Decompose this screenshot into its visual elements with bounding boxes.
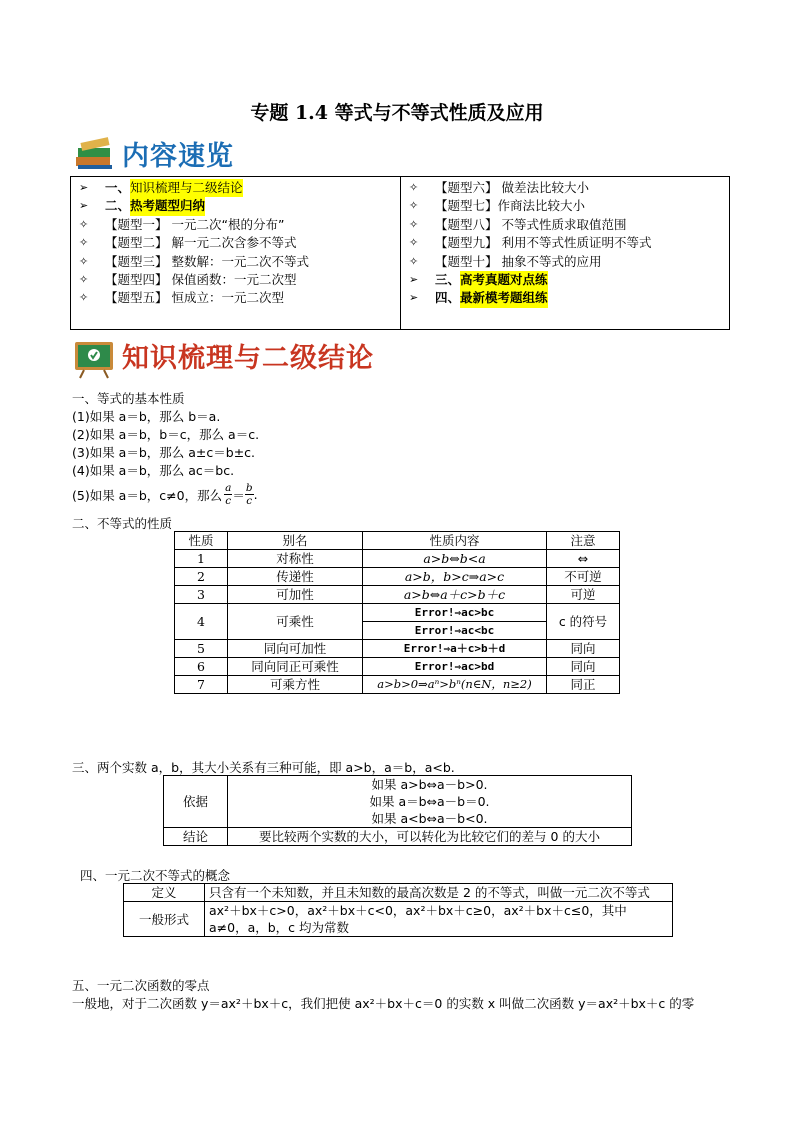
table-row: Error!⇒ac<bc (175, 622, 620, 640)
table-header: 性质内容 (363, 532, 547, 550)
books-icon (72, 137, 116, 171)
table-row: 7 可乘方性 a>b>0⇒aⁿ>bⁿ(n∈N，n≥2) 同正 (175, 676, 620, 694)
toc-item[interactable]: ➢ 四、 最新模考题组练 (409, 289, 729, 307)
section-heading: 一、等式的基本性质 (72, 391, 185, 406)
toc-box (70, 176, 730, 330)
comparison-table (163, 775, 632, 846)
section-heading: 四、一元二次不等式的概念 (80, 868, 231, 883)
toc-item[interactable]: ✧ 【题型三】 整数解：一元二次不等式 (79, 253, 310, 269)
toc-item[interactable]: ➢ 一、 知识梳理与二级结论 (79, 179, 400, 197)
toc-item[interactable]: ✧ 【题型六】 做差法比较大小 (409, 180, 590, 195)
table-row: 定义 只含有一个未知数，并且未知数的最高次数是 2 的不等式，叫做一元二次不等式 (124, 884, 673, 902)
table-row: 一般形式 ax²＋bx＋c>0，ax²＋bx＋c<0，ax²＋bx＋c≥0，ax²＋bx＋c≤0，其中 a≠0，a，b，c 均为常数 (124, 902, 673, 937)
table-row: 2 传递性 a>b，b>c⇒a>c 不可逆 (175, 568, 620, 586)
table-header: 性质 (175, 532, 228, 550)
toc-right-column (401, 177, 729, 329)
toc-item[interactable]: ✧ 【题型十】 抽象不等式的应用 (409, 253, 602, 269)
table-row: 5 同向可加性 Error!⇒a＋c>b＋d 同向 (175, 640, 620, 658)
inequality-properties-table (174, 531, 620, 694)
banner-overview-label: 内容速览 (122, 141, 234, 172)
table-row: 4 可乘性 Error!⇒ac>bc c 的符号 (175, 604, 620, 622)
equality-property: (3)如果 a＝b，那么 a±c＝b±c. (72, 445, 256, 460)
basis-line: 如果 a＝b⇔a－b＝0. (369, 794, 490, 809)
toc-item[interactable]: ✧ 【题型八】 不等式性质求取值范围 (409, 216, 627, 232)
banner-overview (72, 134, 234, 173)
banner-knowledge-label: 知识梳理与二级结论 (122, 343, 374, 374)
quadratic-inequality-table (123, 883, 673, 937)
section-heading: 二、不等式的性质 (72, 516, 173, 531)
basis-line: 如果 a>b⇔a－b>0. (371, 777, 488, 792)
equality-property: (1)如果 a＝b，那么 b＝a. (72, 409, 221, 424)
table-row: 6 同向同正可乘性 Error!⇒ac>bd 同向 (175, 658, 620, 676)
toc-item[interactable]: ✧ 【题型九】 利用不等式性质证明不等式 (409, 235, 652, 251)
toc-item[interactable]: ➢ 三、 高考真题对点练 (409, 271, 729, 289)
toc-item[interactable]: ✧ 【题型四】 保值函数：一元二次型 (79, 271, 297, 287)
toc-item[interactable]: ✧ 【题型一】 一元二次“根的分布” (79, 216, 285, 232)
table-row: 依据 如果 a>b⇔a－b>0. 如果 a＝b⇔a－b＝0. 如果 a<b⇔a－b<0. (164, 776, 632, 828)
section-heading: 三、两个实数 a，b，其大小关系有三种可能，即 a>b，a＝b，a<b. (72, 760, 455, 775)
table-row: 3 可加性 a>b⇔a＋c>b＋c 可逆 (175, 586, 620, 604)
toc-item[interactable]: ✧ 【题型七】 作商法比较大小 (409, 198, 586, 214)
section-heading: 五、一元二次函数的零点 (72, 978, 210, 993)
chalkboard-icon (72, 339, 116, 373)
toc-item[interactable]: ✧ 【题型二】 解一元二次含参不等式 (79, 235, 297, 251)
basis-line: 如果 a<b⇔a－b<0. (371, 811, 488, 826)
equality-property: (5)如果 a＝b，c≠0，那么 a c ＝ b c . (72, 482, 258, 507)
table-row: 1 对称性 a>b⇔b<a ⇔ (175, 550, 620, 568)
zero-definition-text: 一般地，对于二次函数 y＝ax²＋bx＋c，我们把使 ax²＋bx＋c＝0 的实数 x 叫做二次函数 y＝ax²＋bx＋c 的零 (72, 996, 695, 1011)
banner-knowledge (72, 336, 374, 375)
toc-item[interactable]: ➢ 二、 热考题型归纳 (79, 197, 400, 215)
table-header: 别名 (228, 532, 363, 550)
table-header: 注意 (547, 532, 620, 550)
table-row: 结论 要比较两个实数的大小，可以转化为比较它们的差与 0 的大小 (164, 828, 632, 846)
toc-item[interactable]: ✧ 【题型五】 恒成立：一元二次型 (79, 290, 285, 306)
equality-property: (4)如果 a＝b，那么 ac＝bc. (72, 463, 235, 478)
page-title: 专题 1.4 等式与不等式性质及应用 (250, 102, 544, 124)
equality-property: (2)如果 a＝b，b＝c，那么 a＝c. (72, 427, 260, 442)
toc-left-column (71, 177, 401, 329)
